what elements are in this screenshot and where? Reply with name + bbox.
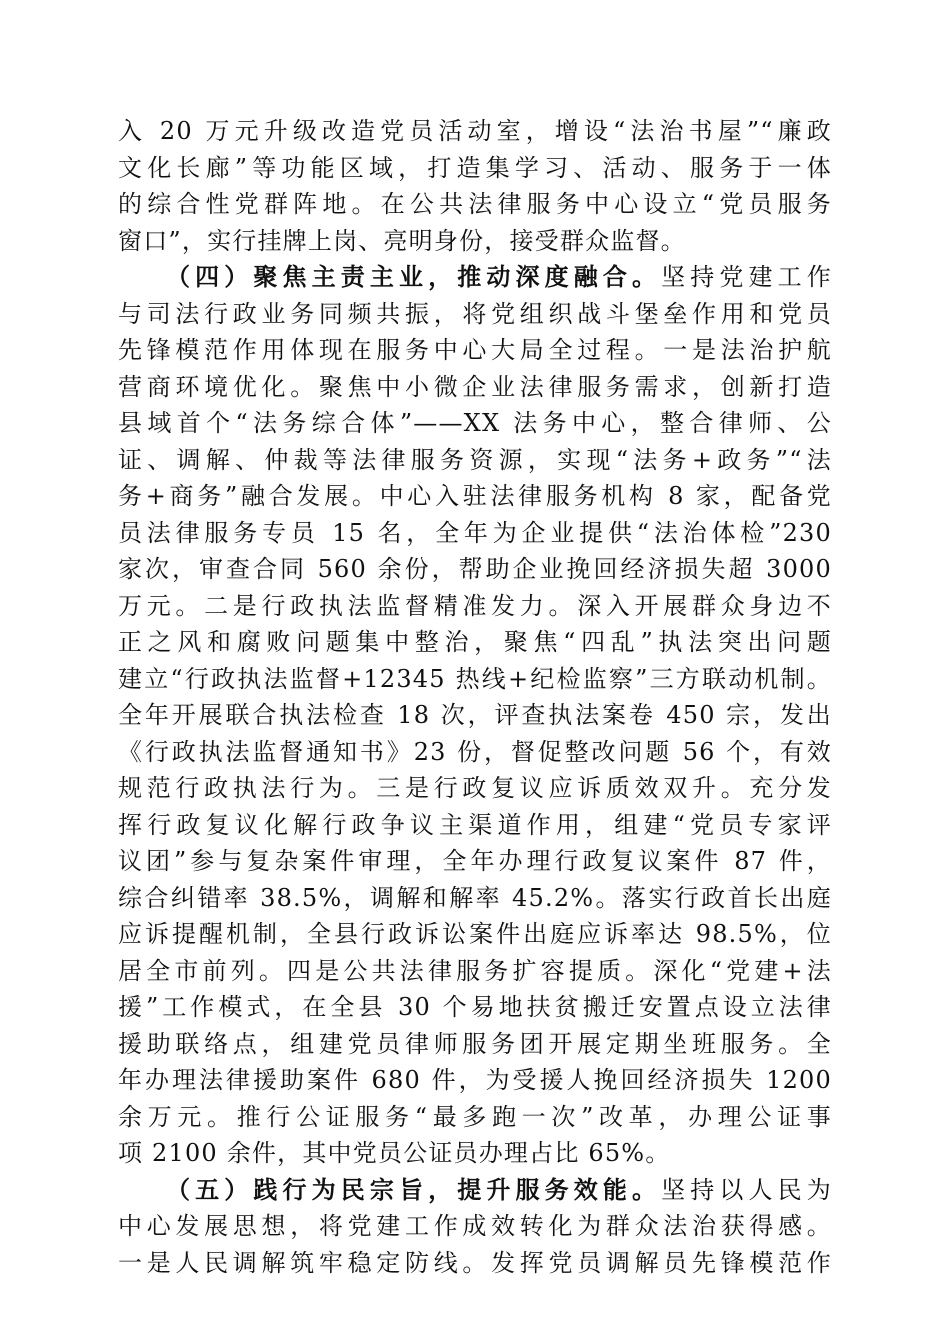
text-line: 中心发展思想，将党建工作成效转化为群众法治获得感。: [118, 1212, 832, 1240]
text-line: 建立“行政执法监督+12345 热线+纪检监察”三方联动机制。: [118, 664, 832, 693]
section-heading-line: [118, 1172, 832, 1209]
text-line: 入 20 万元升级改造党员活动室，增设“法治书屋”“廉政: [118, 117, 832, 145]
text-line: 年办理法律援助案件 680 件，为受援人挽回经济损失 1200: [118, 1066, 832, 1094]
text-fragment: 坚持党建工作: [661, 263, 832, 291]
text-line: 与司法行政业务同频共振，将党组织战斗堡垒作用和党员: [118, 299, 832, 328]
text-line: 县域首个“法务综合体”——XX 法务中心，整合律师、公: [118, 409, 832, 437]
text-line: 证、调解、仲裁等法律服务资源，实现“法务+政务”“法: [118, 445, 832, 474]
text-line: 窗口”，实行挂牌上岗、亮明身份，接受群众监督。: [118, 226, 686, 255]
text-line: 余万元。推行公证服务“最多跑一次”改革，办理公证事: [118, 1102, 832, 1131]
text-line: 《行政执法监督通知书》23 份，督促整改问题 56 个，有效: [118, 737, 832, 766]
text-line: 居全市前列。四是公共法律服务扩容提质。深化“党建+法: [118, 956, 832, 985]
text-line: 综合纠错率 38.5%，调解和解率 45.2%。落实行政首长出庭: [118, 883, 832, 912]
text-line: 的综合性党群阵地。在公共法律服务中心设立“党员服务: [118, 190, 832, 218]
section-heading: （四）聚焦主责主业，推动深度融合。: [166, 262, 662, 291]
text-line: 项 2100 余件，其中党员公证员办理占比 65%。: [118, 1139, 671, 1167]
text-line: 万元。二是行政执法监督精准发力。深入开展群众身边不: [118, 591, 832, 620]
text-line: 一是人民调解筑牢稳定防线。发挥党员调解员先锋模范作: [118, 1248, 832, 1277]
text-line: 正之风和腐败问题集中整治，聚焦“四乱”执法突出问题: [118, 628, 832, 656]
text-line: 务+商务”融合发展。中心入驻法律服务机构 8 家，配备党: [118, 482, 832, 510]
text-line: 应诉提醒机制，全县行政诉讼案件出庭应诉率达 98.5%，位: [118, 920, 832, 948]
body-text: [118, 113, 832, 1281]
text-line: 营商环境优化。聚焦中小微企业法律服务需求，创新打造: [118, 372, 832, 401]
text-line: 议团”参与复杂案件审理，全年办理行政复议案件 87 件，: [118, 847, 832, 875]
text-line: 全年开展联合执法检查 18 次，评查执法案卷 450 宗，发出: [118, 701, 832, 729]
section-heading-line: [118, 259, 832, 296]
section-heading: （五）践行为民宗旨，提升服务效能。: [166, 1174, 662, 1204]
text-fragment: 坚持以人民为: [661, 1175, 832, 1204]
text-line: 挥行政复议化解行政争议主渠道作用，组建“党员专家评: [118, 810, 832, 839]
text-line: 规范行政执法行为。三是行政复议应诉质效双升。充分发: [118, 774, 832, 802]
text-line: 援”工作模式，在全县 30 个易地扶贫搬迁安置点设立法律: [118, 993, 832, 1021]
text-line: 员法律服务专员 15 名，全年为企业提供“法治体检”230: [118, 518, 832, 547]
text-line: 先锋模范作用体现在服务中心大局全过程。一是法治护航: [118, 336, 832, 364]
text-line: 文化长廊”等功能区域，打造集学习、活动、服务于一体: [118, 153, 832, 182]
text-line: 援助联络点，组建党员律师服务团开展定期坐班服务。全: [118, 1029, 832, 1058]
text-line: 家次，审查合同 560 余份，帮助企业挽回经济损失超 3000: [118, 555, 832, 583]
